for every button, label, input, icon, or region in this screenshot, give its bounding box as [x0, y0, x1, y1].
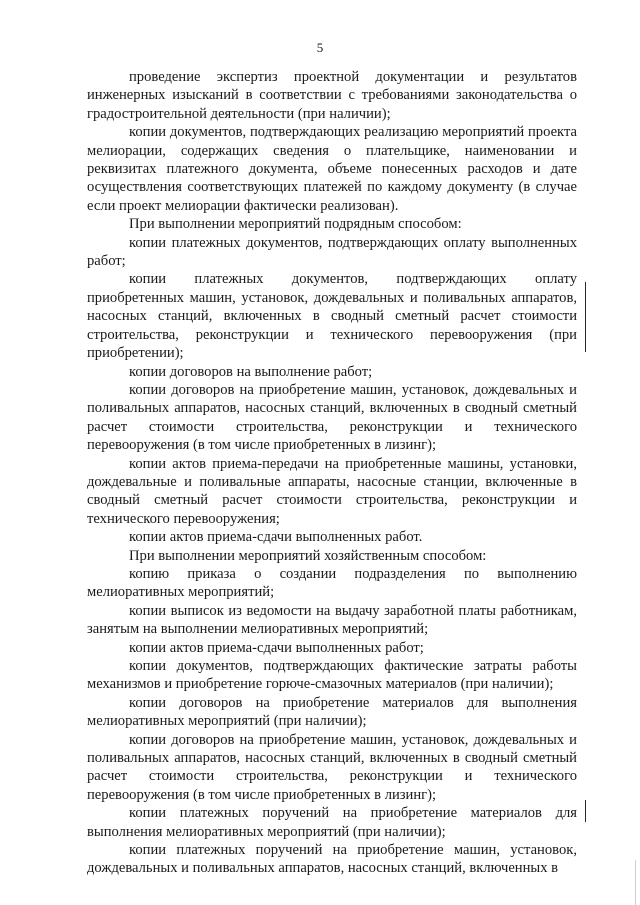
section-heading: При выполнении мероприятий хозяйственным способом:	[129, 547, 487, 564]
paragraph: копии актов приема-сдачи выполненных работ;	[129, 639, 424, 656]
paragraph: копии платежных поручений на приобретение машин, установок, дождевальных и поливальных аппаратов, насосных станций, включенных в	[87, 842, 577, 877]
paragraph: копии договоров на приобретение машин, установок, дождевальных и поливальных аппаратов, насосных станций, включенных в сводный сметный расчет стоимости строительства, реконструкции и технического перевооружения (в том числе приобретенных в лизинг);	[87, 381, 577, 454]
paragraph: копии договоров на выполнение работ;	[129, 363, 373, 380]
section-heading: При выполнении мероприятий подрядным способом:	[129, 216, 462, 233]
scan-artifact-line	[585, 282, 586, 352]
paragraph: копии договоров на приобретение машин, установок, дождевальных и поливальных аппаратов, насосных станций, включенных в сводный сметный расчет стоимости строительства, реконструкции и технического перевооружения (в том числе приобретенных в лизинг);	[87, 731, 577, 803]
page-number: 5	[316, 40, 324, 55]
paragraph: копии платежных документов, подтверждающих оплату приобретенных машин, установок, дождевальных и поливальных аппаратов, насосных станций, включенных в сводный сметный расчет стоимости строительства, реконструкции и технического перевооружения (при приобретении);	[87, 271, 577, 362]
paragraph: копии документов, подтверждающих реализацию мероприятий проекта мелиорации, содержащих сведения о плательщике, наименовании и реквизитах платежного документа, объеме понесенных расходов и дате осуществления соответствующих платежей по каждому документу (в случае если проект мелиорации фактически реализован).	[87, 124, 577, 214]
paragraph: копии выписок из ведомости на выдачу заработной платы работникам, занятым на выполнении мелиоративных мероприятий;	[87, 602, 577, 638]
paragraph: копии договоров на приобретение материалов для выполнения мелиоративных мероприятий (при наличии);	[87, 694, 577, 730]
document-body	[87, 68, 577, 878]
paragraph: копии актов приема-сдачи выполненных работ.	[129, 529, 423, 546]
paragraph: копии платежных поручений на приобретение материалов для выполнения мелиоративных мероприятий (при наличии);	[87, 805, 577, 840]
scan-artifact-line	[635, 860, 636, 905]
paragraph: проведение экспертиз проектной документации и результатов инженерных изысканий в соответствии с требованиями законодательства о градостроительной деятельности (при наличии);	[87, 69, 577, 122]
paragraph: копии документов, подтверждающих фактические затраты работы механизмов и приобретение горюче-смазочных материалов (при наличии);	[87, 658, 577, 693]
scan-artifact-line	[585, 800, 586, 822]
paragraph: копии актов приема-передачи на приобретенные машины, установки, дождевальные и поливальные аппараты, насосные станции, включенные в сводный сметный расчет стоимости строительства, реконструкции и технического перевооружения;	[87, 455, 577, 527]
paragraph: копии платежных документов, подтверждающих оплату выполненных работ;	[87, 234, 577, 270]
paragraph: копию приказа о создании подразделения по выполнению мелиоративных мероприятий;	[87, 565, 577, 601]
